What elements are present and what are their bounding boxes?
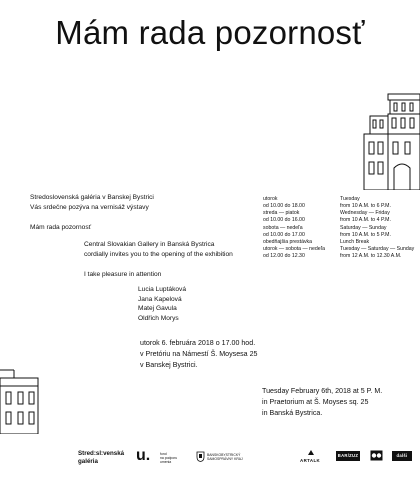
artalk-logo: ARTALK [300, 458, 321, 463]
artalk-icon [307, 449, 315, 456]
hours-en-line: from 12 A.M. to 12.30 A.M. [340, 253, 402, 260]
page-title: Mám rada pozornosť [55, 14, 365, 51]
opening-hours-en [340, 196, 414, 260]
hours-sk-line: utorok — sobota — nedeľa [263, 246, 326, 253]
artist-name: Oldřich Morys [138, 314, 179, 322]
opening-sk-line: v Banskej Bystrici. [140, 361, 198, 369]
opening-en-line: Tuesday February 6th, 2018 at 5 P. M. [262, 387, 383, 395]
dalsi-logo: dalši [392, 451, 412, 461]
opening-hours-sk [263, 196, 325, 260]
fund-logo-mark: u. [136, 447, 151, 464]
fund-logo: fond na podporu umenia [160, 452, 178, 464]
hours-sk-line: od 10.00 do 18.00 [263, 203, 305, 210]
artist-name: Lucia Luptáková [138, 286, 187, 293]
opening-sk-line: v Pretóriu na Námestí Š. Moysesa 25 [140, 350, 258, 358]
building-illustration-top [360, 90, 420, 190]
hours-sk-line: od 10.00 do 16.00 [263, 217, 305, 224]
intro-en-line: Central Slovakian Gallery in Banská Bystrica [84, 241, 215, 248]
hours-en-line: from 10 A.M. to 4 P.M. [340, 217, 391, 224]
artist-list [138, 285, 186, 323]
building-illustration-bottom [0, 362, 40, 434]
hours-en-line: Tuesday — Saturday — Sunday [340, 246, 415, 253]
intro-sk-line: Stredoslovenská galéria v Banskej Bystrici [30, 194, 154, 201]
intro-sk-line: Vás srdečne pozýva na vernisáž výstavy [30, 203, 149, 211]
hours-en-line: Saturday — Sunday [340, 224, 387, 231]
gallery-logo-text: galéria [78, 458, 98, 465]
hours-en-line: Tuesday [340, 196, 360, 202]
hours-sk-line: sobota — nedeľa [263, 224, 303, 231]
hours-sk-line: od 10.00 do 17.00 [263, 231, 305, 238]
region-logo: BANSKOBYSTRICKÝ SAMOSPRÁVNY KRAJ [207, 453, 243, 461]
exhibition-title-sk: Mám rada pozornosť [30, 224, 92, 231]
intro-en-line: cordially invites you to the opening of the exhibition [84, 250, 233, 258]
hours-sk-line: utorok [263, 196, 278, 202]
opening-details-sk [140, 338, 258, 371]
artist-name: Matej Gavula [138, 305, 177, 312]
opening-en-line: in Banská Bystrica. [262, 409, 323, 417]
gallery-logo-text: Stred:sl:venská [78, 450, 125, 457]
bar-logo: BAR/ZUZ [336, 451, 360, 461]
opening-sk-line: utorok 6. februára 2018 o 17.00 hod. [140, 339, 256, 347]
opening-details-en [262, 386, 382, 419]
opening-en-line: in Praetorium at Š. Moyses sq. 25 [262, 398, 369, 406]
hours-en-line: from 10 A.M. to 5 P.M. [340, 231, 391, 238]
hours-sk-line: od 12.00 do 12.30 [263, 253, 305, 260]
hours-en-line: from 10 A.M. to 6 P.M. [340, 203, 391, 210]
hours-sk-line: obedňajšia prestávka [263, 238, 313, 245]
hours-en-line: Lunch Break [340, 238, 370, 245]
gallery-logo [78, 450, 124, 466]
exhibition-title-en: I take pleasure in attention [84, 271, 162, 278]
hours-sk-line: streda — piatok [263, 210, 300, 217]
partner-mark-icon [370, 450, 383, 461]
hours-en-line: Wednesday — Friday [340, 210, 390, 217]
region-crest-icon [196, 451, 205, 462]
artist-name: Jana Kapelová [138, 295, 182, 303]
